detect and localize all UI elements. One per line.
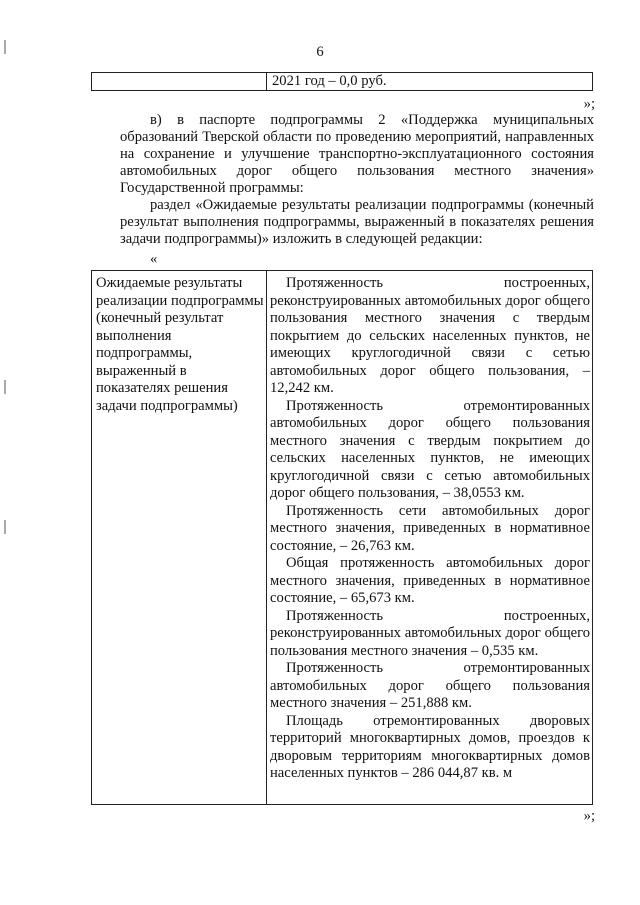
results-label-cell: Ожидаемые результаты реализации подпрограммы (конечный результат выполнения подпрограммы, выраженный в показателях решения задачи подпрограммы)	[96, 275, 264, 414]
closing-quote: »;	[583, 96, 595, 112]
table-divider	[266, 271, 267, 804]
result-item: Площадь отремонтированных дворовых территорий многоквартирных домов, проездов к дворовым территориям многоквартирных домов населенных пунктов – 286 044,87 кв. м	[270, 712, 590, 781]
page-number: 6	[316, 44, 324, 60]
margin-mark	[4, 380, 6, 394]
previous-table-row	[91, 72, 593, 91]
table-cell: 2021 год – 0,0 руб.	[272, 73, 387, 89]
result-item: Протяженность построенных, реконструированных автомобильных дорог общего пользования местного значения – 0,535 км.	[270, 607, 590, 659]
result-item: Протяженность отремонтированных автомобильных дорог общего пользования местного значения – 251,888 км.	[270, 660, 590, 711]
closing-quote: »;	[583, 808, 595, 824]
results-table	[91, 270, 593, 805]
table-divider	[266, 73, 267, 90]
result-item: Протяженность сети автомобильных дорог местного значения, приведенных в нормативное состояние, – 26,763 км.	[270, 502, 590, 554]
result-item: Протяженность построенных, реконструированных автомобильных дорог общего пользования местного значения с твердым покрытием до сельских населенных пунктов, не имеющих круглогодичной связи с сетью автомобильных дорог общего пользования, – 12,242 км.	[270, 275, 590, 396]
amendment-paragraph: в) в паспорте подпрограммы 2 «Поддержка муниципальных образований Тверской области по проведению мероприятий, направленных на сохранение и улучшение транспортно-эксплуатационного состояния автомобильных дорог общего пользования местного значения» Государственной программы:	[120, 112, 594, 196]
section-paragraph: раздел «Ожидаемые результаты реализации подпрограммы (конечный результат выполнения подпрограммы, выраженный в показателях решения задачи подпрограммы)» изложить в следующей редакции:	[120, 197, 594, 247]
opening-quote: «	[150, 251, 158, 267]
result-item: Общая протяженность автомобильных дорог местного значения, приведенных в нормативное состояние, – 65,673 км.	[270, 555, 590, 606]
result-item: Протяженность отремонтированных автомобильных дорог общего пользования местного значения с твердым покрытием до сельских населенных пунктов, не имеющих круглогодичной связи с сетью автомобильных дорог общего пользования, – 38,0553 км.	[270, 397, 590, 501]
margin-mark	[4, 520, 6, 534]
results-value-cell	[270, 275, 590, 783]
